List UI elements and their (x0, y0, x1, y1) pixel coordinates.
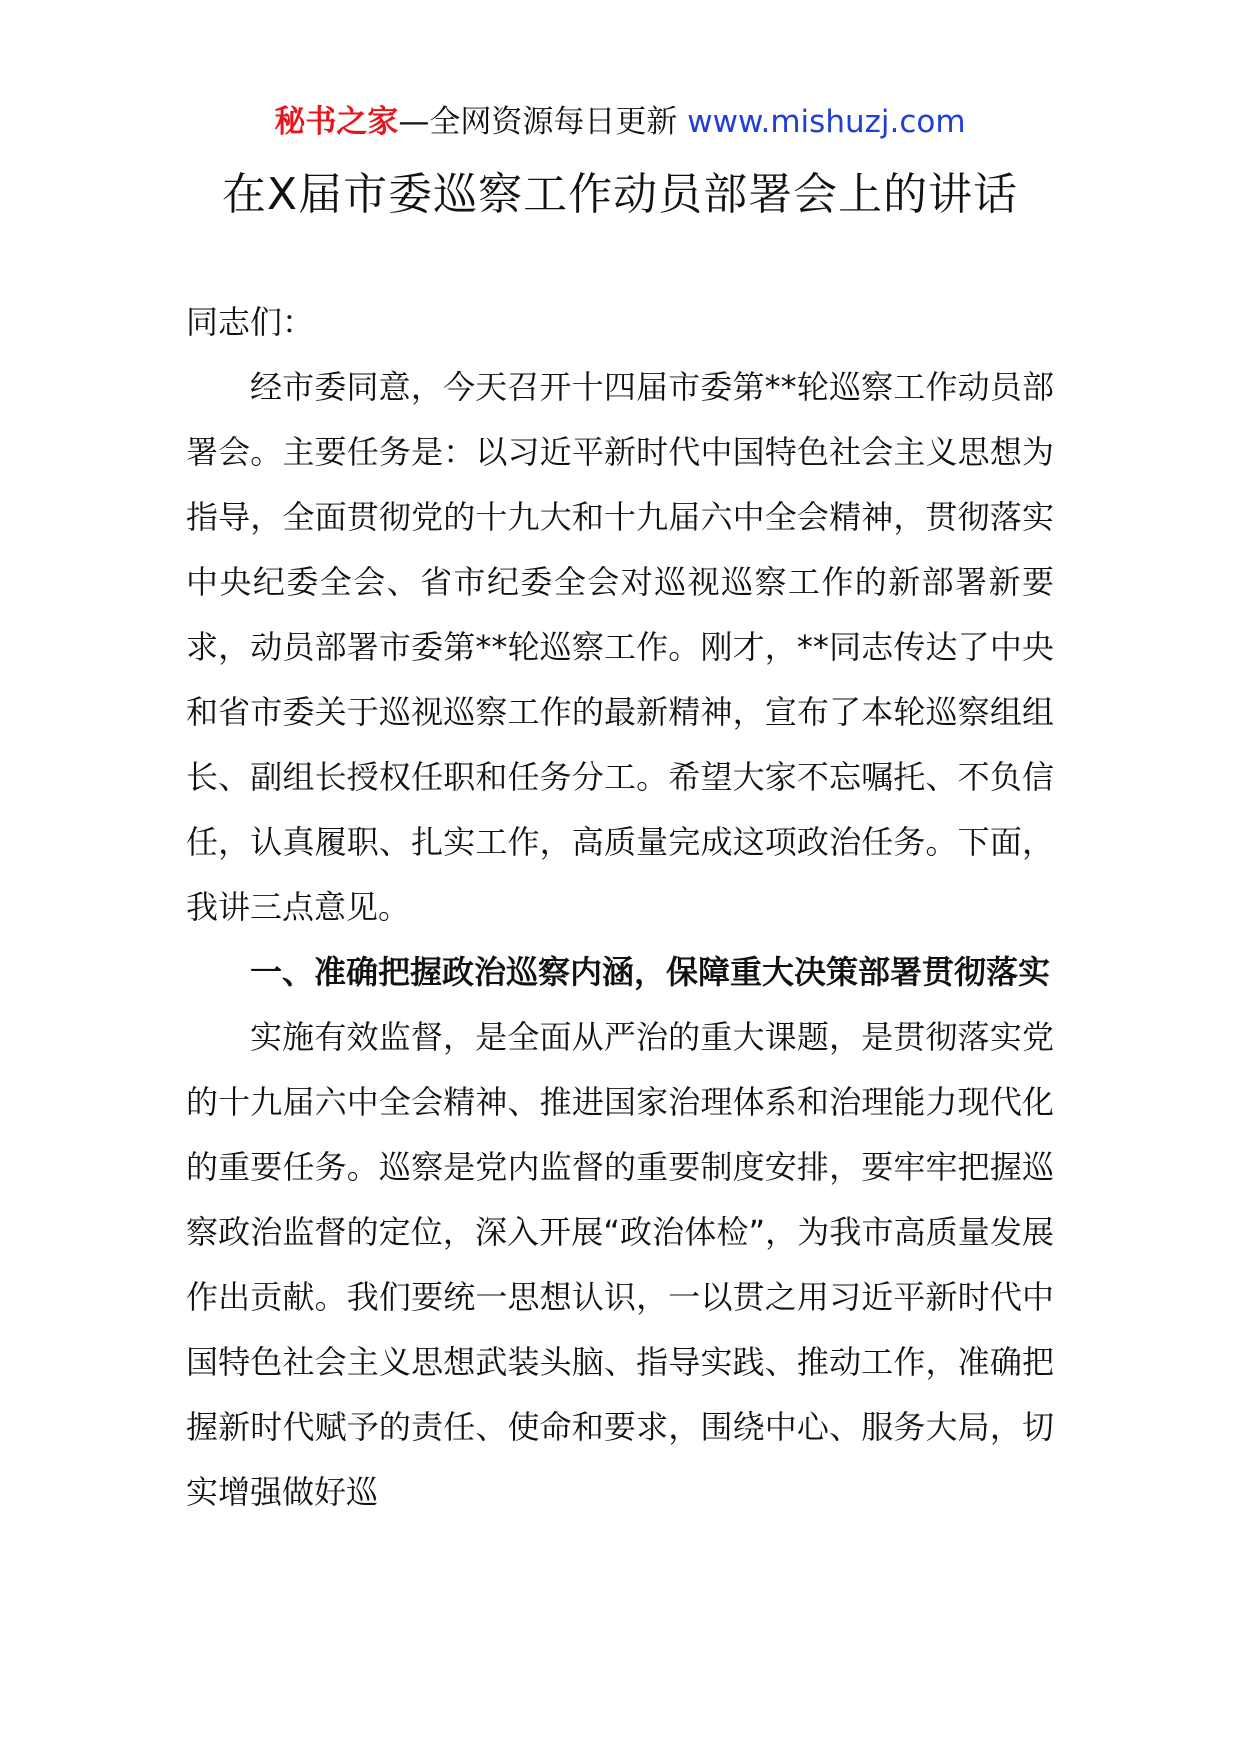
paragraph-intro: 经市委同意，今天召开十四届市委第**轮巡察工作动员部署会。主要任务是：以习近平新时代中国特色社会主义思想为指导，全面贯彻党的十九大和十九届六中全会精神，贯彻落实中央纪委全会、省市纪委全会对巡视巡察工作的新部署新要求，动员部署市委第**轮巡察工作。刚才，**同志传达了中央和省市委关于巡视巡察工作的最新精神，宣布了本轮巡察组组长、副组长授权任职和任务分工。希望大家不忘嘱托、不负信任，认真履职、扎实工作，高质量完成这项政治任务。下面，我讲三点意见。 (186, 368, 1054, 926)
header-tagline: —全网资源每日更新 (398, 104, 688, 140)
document-title: 在X届市委巡察工作动员部署会上的讲话 (221, 169, 1019, 220)
paragraph-section-1: 实施有效监督，是全面从严治的重大课题，是贯彻落实党的十九届六中全会精神、推进国家治理体系和治理能力现代化的重要任务。巡察是党内监督的重要制度安排，要牢牢把握巡察政治监督的定位，深入开展“政治体检”，为我市高质量发展作出贡献。我们要统一思想认识，一以贯之用习近平新时代中国特色社会主义思想武装头脑、指导实践、推动工作，准确把握新时代赋予的责任、使命和要求，围绕中心、服务大局，切实增强做好巡 (186, 1018, 1054, 1511)
brand-name: 秘书之家 (274, 104, 399, 140)
section-heading-1: 一、准确把握政治巡察内涵，保障重大决策部署贯彻落实 (250, 953, 1051, 991)
document-body (186, 290, 1054, 1525)
site-url-link[interactable]: www.mishuzj.com (687, 104, 966, 140)
watermark-header (0, 102, 1240, 142)
salutation: 同志们： (186, 303, 315, 341)
